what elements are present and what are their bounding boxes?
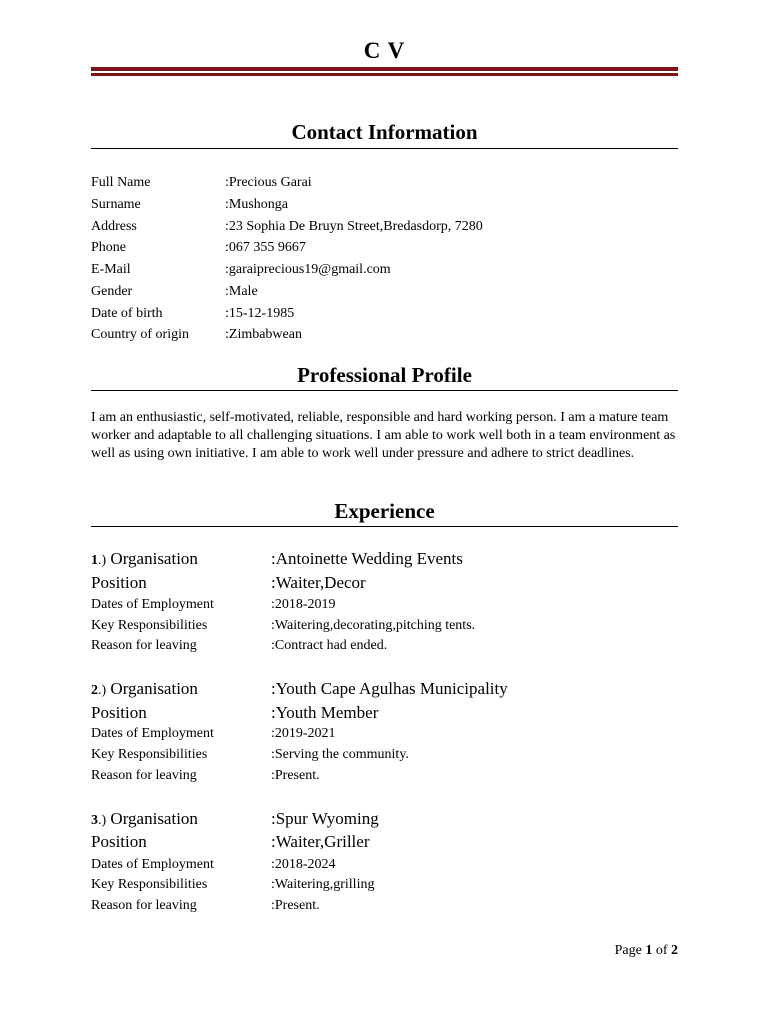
- contact-row-country: [91, 325, 678, 345]
- job-position-row: [91, 571, 678, 595]
- job-responsibilities-value: :Waitering,decorating,pitching tents.: [271, 618, 476, 633]
- job-responsibilities-value: :Serving the community.: [271, 747, 409, 762]
- position-label: Position: [91, 832, 147, 851]
- job-organisation-row: [91, 547, 678, 571]
- dates-label: Dates of Employment: [91, 857, 214, 872]
- dates-label: Dates of Employment: [91, 597, 214, 612]
- position-label: Position: [91, 573, 147, 592]
- job-dates-row: [91, 724, 678, 744]
- responsibilities-label: Key Responsibilities: [91, 618, 208, 633]
- contact-heading-rule: [91, 148, 678, 149]
- page-word: Page: [614, 943, 642, 958]
- organisation-label: Organisation: [110, 809, 198, 828]
- job-dates-value: :2018-2024: [271, 857, 336, 872]
- profile-heading-rule: [91, 390, 678, 391]
- title-rule-thin: [91, 73, 678, 76]
- job-organisation-row: [91, 807, 678, 831]
- job-number-suffix: .): [98, 813, 107, 828]
- job-responsibilities-row: [91, 875, 678, 895]
- contact-heading: Contact Information: [291, 120, 478, 144]
- contact-value: :Mushonga: [225, 197, 288, 212]
- contact-value: :23 Sophia De Bruyn Street,Bredasdorp, 7280: [225, 219, 483, 234]
- job-dates-value: :2019-2021: [271, 726, 336, 741]
- contact-label: Surname: [91, 197, 141, 212]
- profile-heading: Professional Profile: [297, 363, 472, 387]
- contact-value: :Precious Garai: [225, 175, 312, 190]
- reason-label: Reason for leaving: [91, 898, 197, 913]
- contact-row-dob: [91, 304, 678, 324]
- contact-value: :Zimbabwean: [225, 327, 302, 342]
- job-position-row: [91, 830, 678, 854]
- job-organisation-label: [91, 547, 198, 573]
- job-dates-value: :2018-2019: [271, 597, 336, 612]
- current-page: 1: [645, 943, 653, 958]
- contact-row-email: [91, 260, 678, 280]
- job-number-suffix: .): [98, 553, 107, 568]
- contact-label: E-Mail: [91, 262, 131, 277]
- job-reason-row: [91, 896, 678, 916]
- job-number: 1: [91, 553, 98, 568]
- job-number: 3: [91, 813, 98, 828]
- position-label: Position: [91, 703, 147, 722]
- experience-heading: Experience: [334, 499, 435, 523]
- document-title: C V: [363, 38, 406, 63]
- job-reason-value: :Present.: [271, 898, 320, 913]
- reason-label: Reason for leaving: [91, 768, 197, 783]
- job-responsibilities-row: [91, 616, 678, 636]
- contact-label: Gender: [91, 284, 133, 299]
- job-responsibilities-row: [91, 745, 678, 765]
- contact-row-surname: [91, 195, 678, 215]
- job-organisation-value: :Antoinette Wedding Events: [271, 549, 463, 568]
- contact-label: Date of birth: [91, 306, 163, 321]
- of-word: of: [655, 943, 668, 958]
- title-double-rule: [91, 67, 678, 77]
- job-reason-value: :Contract had ended.: [271, 638, 388, 653]
- job-organisation-value: :Spur Wyoming: [271, 809, 379, 828]
- organisation-label: Organisation: [110, 679, 198, 698]
- job-position-row: [91, 701, 678, 725]
- job-responsibilities-value: :Waitering,grilling: [271, 877, 375, 892]
- contact-row-full-name: [91, 173, 678, 193]
- job-number: 2: [91, 683, 98, 698]
- contact-label: Country of origin: [91, 327, 189, 342]
- job-organisation-value: :Youth Cape Agulhas Municipality: [271, 679, 508, 698]
- responsibilities-label: Key Responsibilities: [91, 877, 208, 892]
- contact-value: :garaiprecious19@gmail.com: [225, 262, 391, 277]
- title-rule-thick: [91, 67, 678, 71]
- contact-label: Phone: [91, 240, 126, 255]
- contact-row-phone: [91, 238, 678, 258]
- responsibilities-label: Key Responsibilities: [91, 747, 208, 762]
- contact-label: Address: [91, 219, 137, 234]
- job-position-value: :Waiter,Griller: [271, 832, 370, 851]
- reason-label: Reason for leaving: [91, 638, 197, 653]
- total-pages: 2: [671, 943, 678, 958]
- job-dates-row: [91, 855, 678, 875]
- contact-row-gender: [91, 282, 678, 302]
- contact-value: :15-12-1985: [225, 306, 295, 321]
- dates-label: Dates of Employment: [91, 726, 214, 741]
- contact-value: :Male: [225, 284, 258, 299]
- cv-page: [91, 0, 678, 1024]
- job-number-suffix: .): [98, 683, 107, 698]
- job-reason-value: :Present.: [271, 768, 320, 783]
- job-reason-row: [91, 766, 678, 786]
- profile-paragraph: I am an enthusiastic, self-motivated, reliable, responsible and hard working person. I am a mature team worker and adaptable to all challenging situations. I am able to work well both in a team environment as well as using own initiative. I am able to work well under pressure and adhere to strict deadlines.: [91, 410, 676, 461]
- contact-row-address: [91, 217, 678, 237]
- job-dates-row: [91, 595, 678, 615]
- page-number-footer: [615, 943, 678, 959]
- job-position-value: :Waiter,Decor: [271, 573, 366, 592]
- experience-heading-rule: [91, 526, 678, 527]
- job-reason-row: [91, 636, 678, 656]
- job-organisation-label: [91, 677, 198, 703]
- organisation-label: Organisation: [110, 549, 198, 568]
- contact-label: Full Name: [91, 175, 151, 190]
- job-position-value: :Youth Member: [271, 703, 379, 722]
- job-organisation-row: [91, 677, 678, 701]
- contact-value: :067 355 9667: [225, 240, 306, 255]
